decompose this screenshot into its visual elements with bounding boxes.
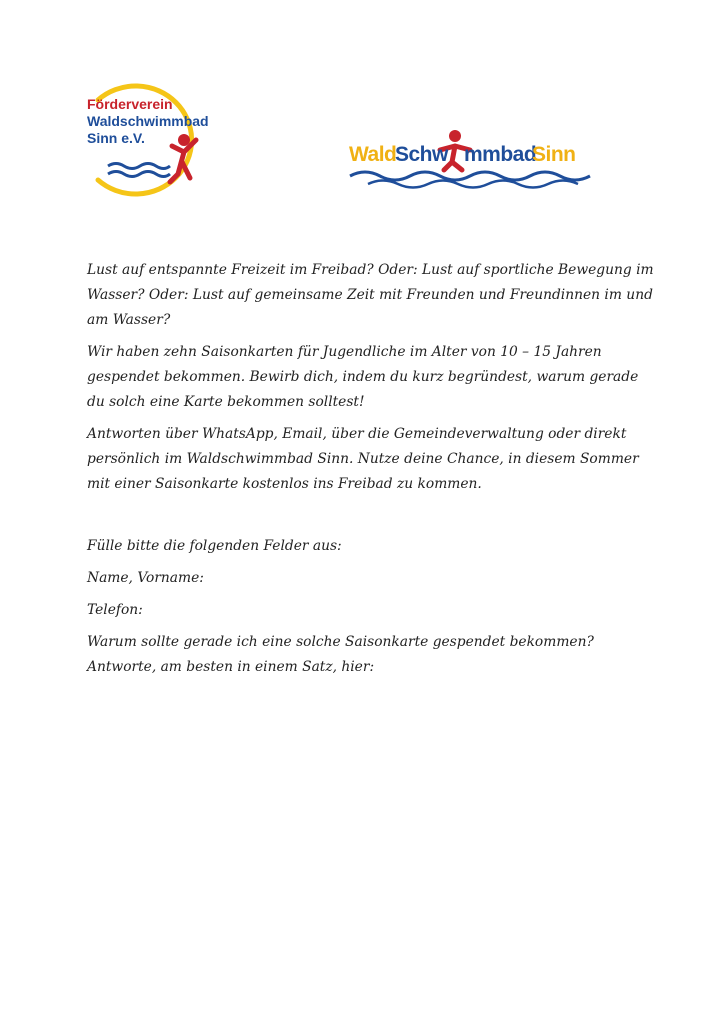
intro-paragraph-3: Antworten über WhatsApp, Email, über die Gemeindeverwaltung oder direkt persönlich im Waldschwimmbad Sinn. Nutze deine Chance, in diesem Sommer mit einer Saisonkarte kostenlos ins Freibad zu kommen. [87,426,639,492]
logo-line-waldschwimmbad: Waldschwimmbad [87,113,209,129]
section-spacer [87,504,657,534]
phone-field-label: Telefon: [87,602,143,618]
form-instruction: Fülle bitte die folgenden Felder aus: [87,538,342,554]
answer-prompt: Antworte, am besten in einem Satz, hier: [87,659,375,675]
intro-paragraph-2: Wir haben zehn Saisonkarten für Jugendliche im Alter von 10 – 15 Jahren gespendet bekommen. Bewirb dich, indem du kurz begründest, warum gerade du solch eine Karte bekommen solltest! [87,344,639,410]
logo-line-foerderverein: Förderverein [87,96,173,112]
document-body [87,258,657,680]
question-block [87,630,657,680]
logo-word-wald: Wald [349,143,397,166]
name-field-label: Name, Vorname: [87,570,204,586]
logo-word-mmbad: mmbad [464,143,537,166]
form-section [87,534,657,680]
waldschwimmbad-logo [346,122,596,192]
logo-line-sinn-ev: Sinn e.V. [87,130,145,146]
logo-word-sinn: Sinn [532,143,576,166]
question-text: Warum sollte gerade ich eine solche Saisonkarte gespendet bekommen? [87,634,594,650]
intro-paragraph-1: Lust auf entspannte Freizeit im Freibad? Oder: Lust auf sportliche Bewegung im Wasser? Oder: Lust auf gemeinsame Zeit mit Freunden und Freundinnen im und am Wasser? [87,262,654,328]
logo-word-schw: Schw [395,143,448,166]
foerderverein-logo [78,82,210,198]
